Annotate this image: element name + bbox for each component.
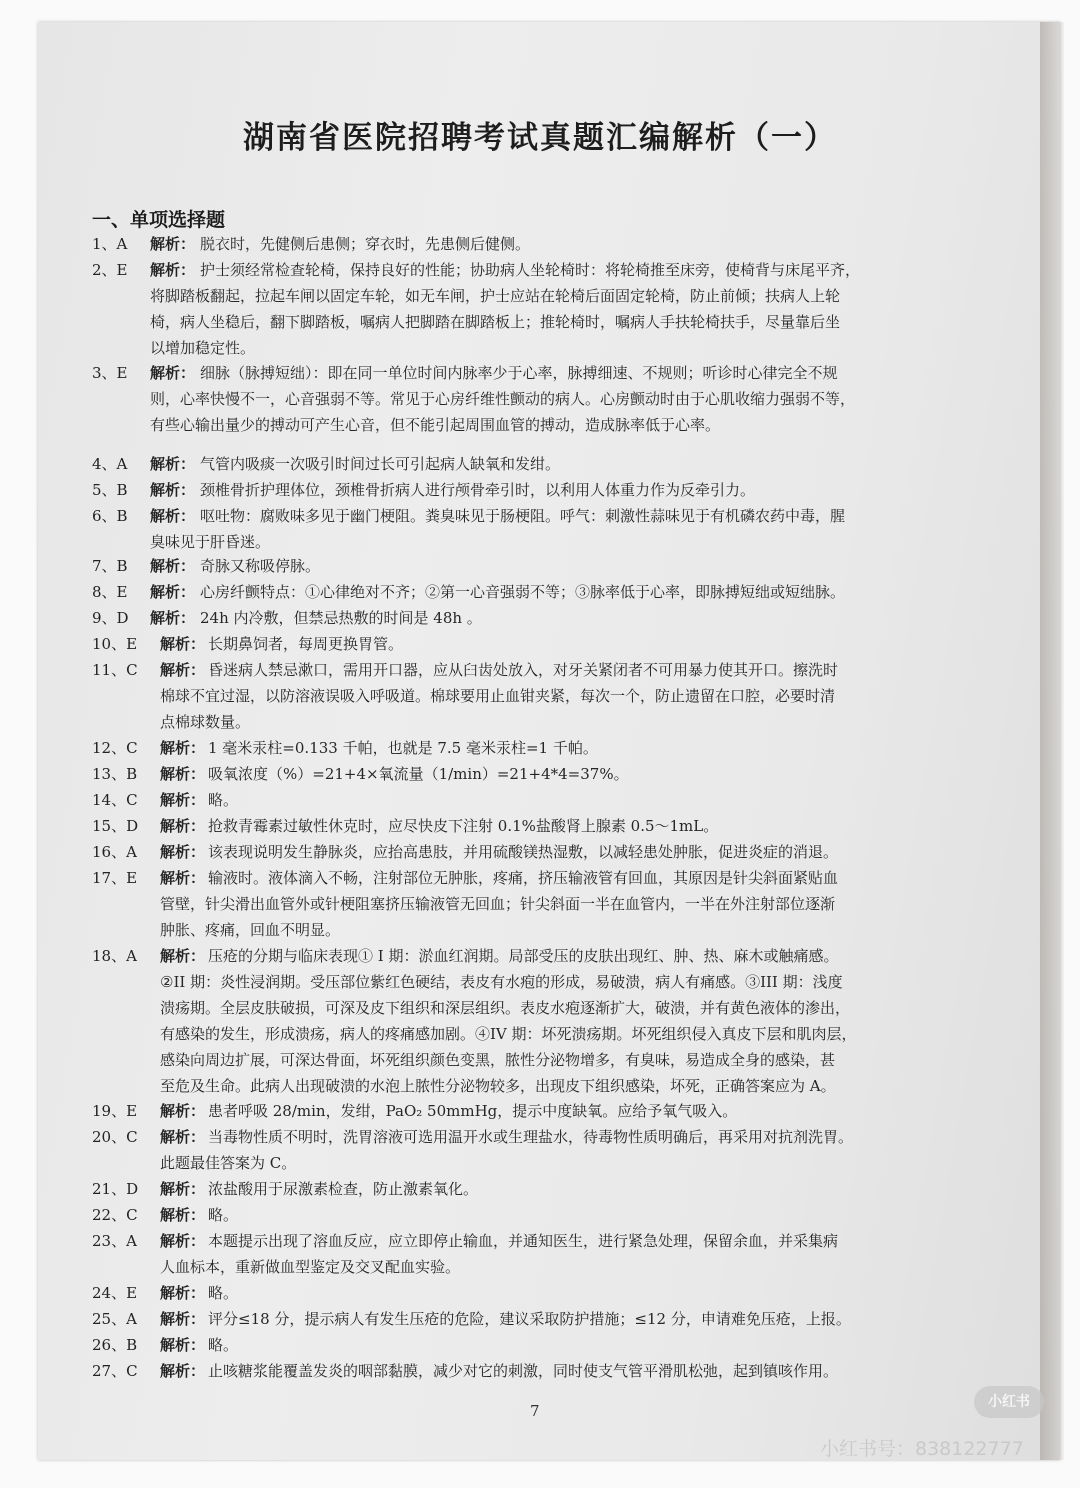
analysis-text <box>200 579 980 605</box>
analysis-text <box>200 477 980 503</box>
analysis-line: 感染向周边扩展，可深达骨面，坏死组织颜色变黑，脓性分泌物增多，有臭味，易造成全身的感染，甚 <box>160 1051 836 1069</box>
question-number: 7、B <box>92 557 128 575</box>
analysis-line: 昏迷病人禁忌漱口，需用开口器，应从臼齿处放入，对牙关紧闭者不可用暴力使其开口。擦洗时 <box>208 661 839 679</box>
analysis-line: 略。 <box>208 1284 239 1302</box>
answer-item <box>0 761 1080 783</box>
analysis-line: 棉球不宜过湿，以防溶液误吸入呼吸道。棉球要用止血钳夹紧，每次一个，防止遗留在口腔，必要时清 <box>160 687 836 705</box>
analysis-label: 解析： <box>160 1128 206 1146</box>
answer-item <box>0 503 1080 551</box>
analysis-line: 脱衣时，先健侧后患侧；穿衣时，先患侧后健侧。 <box>200 235 531 253</box>
analysis-label: 解析： <box>160 947 206 965</box>
analysis-label: 解析： <box>150 261 196 279</box>
analysis-line: 溃疡期。全层皮肤破损，可深及皮下组织和深层组织。表皮水疱逐渐扩大，破溃，并有黄色液体的渗出， <box>160 999 851 1017</box>
question-number: 4、A <box>92 455 128 473</box>
analysis-line: 椅，病人坐稳后，翻下脚踏板，嘱病人把脚踏在脚踏板上；推轮椅时，嘱病人手扶轮椅扶手，尽量靠后坐 <box>150 313 841 331</box>
question-number: 27、C <box>92 1362 138 1380</box>
analysis-label: 解析： <box>160 1284 206 1302</box>
answer-item <box>0 839 1080 861</box>
analysis-text <box>208 1280 978 1306</box>
answer-item <box>0 787 1080 809</box>
page-title: 湖南省医院招聘考试真题汇编解析（一） <box>243 120 837 156</box>
analysis-label: 解析： <box>160 661 206 679</box>
analysis-label: 解析： <box>160 765 206 783</box>
analysis-line: 颈椎骨折护理体位，颈椎骨折病人进行颅骨牵引时，以利用人体重力作为反牵引力。 <box>200 481 756 499</box>
question-number: 16、A <box>92 843 137 861</box>
analysis-line: 将脚踏板翻起，拉起车闸以固定车轮，如无车闸，护士应站在轮椅后面固定轮椅，防止前倾；扶病人上轮 <box>150 287 841 305</box>
answer-item <box>0 1280 1080 1302</box>
page-number: 7 <box>530 1402 540 1420</box>
analysis-line: 至危及生命。此病人出现破溃的水泡上脓性分泌物较多，出现皮下组织感染，坏死，正确答案应为 A。 <box>160 1077 836 1095</box>
answer-item <box>0 1176 1080 1198</box>
page-edge-shadow <box>1040 22 1064 1460</box>
analysis-line: 点棉球数量。 <box>160 713 251 731</box>
question-number: 20、C <box>92 1128 138 1146</box>
analysis-label: 解析： <box>160 843 206 861</box>
answer-item <box>0 943 1080 1095</box>
analysis-line: 本题提示出现了溶血反应，应立即停止输血，并通知医生，进行紧急处理，保留余血，并采集病 <box>208 1232 839 1250</box>
answer-item <box>0 657 1080 731</box>
analysis-label: 解析： <box>160 1310 206 1328</box>
analysis-line: 有感染的发生，形成溃疡，病人的疼痛感加剧。④IV 期：坏死溃疡期。坏死组织侵入真皮下层和肌肉层， <box>160 1025 857 1043</box>
analysis-text <box>208 1332 978 1358</box>
question-number: 15、D <box>92 817 139 835</box>
analysis-label: 解析： <box>150 557 196 575</box>
answer-item <box>0 605 1080 627</box>
analysis-line: 评分≤18 分，提示病人有发生压疮的危险，建议采取防护措施；≤12 分，申请难免压疮，上报。 <box>208 1310 851 1328</box>
analysis-text <box>208 761 978 787</box>
analysis-line: 奇脉又称吸停脉。 <box>200 557 321 575</box>
analysis-text <box>208 631 978 657</box>
question-number: 22、C <box>92 1206 138 1224</box>
question-number: 12、C <box>92 739 138 757</box>
analysis-label: 解析： <box>150 364 196 382</box>
analysis-line: 24h 内冷敷，但禁忌热敷的时间是 48h 。 <box>200 609 482 627</box>
analysis-line: 细脉（脉搏短绌）：即在同一单位时间内脉率少于心率，脉搏细速、不规则；听诊时心律完全不规 <box>200 364 838 382</box>
analysis-line: 压疮的分期与临床表现① I 期：淤血红润期。局部受压的皮肤出现红、肿、热、麻木或触痛感。 <box>208 947 839 965</box>
analysis-label: 解析： <box>150 609 196 627</box>
analysis-line: 止咳糖浆能覆盖发炎的咽部黏膜，减少对它的刺激，同时使支气管平滑肌松弛，起到镇咳作用。 <box>208 1362 839 1380</box>
analysis-text <box>208 1098 978 1124</box>
answer-item <box>0 257 1080 357</box>
analysis-line: 浓盐酸用于尿激素检查，防止激素氧化。 <box>208 1180 479 1198</box>
analysis-text <box>208 1306 978 1332</box>
analysis-line: 以增加稳定性。 <box>150 339 256 357</box>
analysis-label: 解析： <box>150 507 196 525</box>
analysis-label: 解析： <box>160 739 206 757</box>
analysis-label: 解析： <box>160 1232 206 1250</box>
analysis-text <box>208 1176 978 1202</box>
question-number: 11、C <box>92 661 138 679</box>
analysis-text <box>208 1202 978 1228</box>
answer-item <box>0 553 1080 575</box>
answer-item <box>0 813 1080 835</box>
analysis-label: 解析： <box>160 1362 206 1380</box>
question-number: 13、B <box>92 765 138 783</box>
question-number: 5、B <box>92 481 128 499</box>
analysis-line: ②II 期：炎性浸润期。受压部位紫红色硬结，表皮有水疱的形成，易破溃，病人有痛感。③III 期：浅度 <box>160 973 843 991</box>
question-number: 6、B <box>92 507 128 525</box>
analysis-line: 心房纤颤特点：①心律绝对不齐；②第一心音强弱不等；③脉率低于心率，即脉搏短绌或短绌脉。 <box>200 583 846 601</box>
answer-item <box>0 579 1080 601</box>
answer-item <box>0 865 1080 939</box>
analysis-text <box>200 451 980 477</box>
answer-item <box>0 1228 1080 1276</box>
answer-item <box>0 1202 1080 1224</box>
analysis-line: 则，心率快慢不一，心音强弱不等。常见于心房纤维性颤动的病人。心房颤动时由于心肌收缩力强弱不等， <box>150 390 856 408</box>
analysis-label: 解析： <box>150 481 196 499</box>
analysis-text <box>208 787 978 813</box>
analysis-line: 抢救青霉素过敏性休克时，应尽快皮下注射 0.1%盐酸肾上腺素 0.5～1mL。 <box>208 817 719 835</box>
analysis-line: 患者呼吸 28/min，发绀，PaO₂ 50mmHg，提示中度缺氧。应给予氧气吸入。 <box>208 1102 738 1120</box>
answer-item <box>0 477 1080 499</box>
analysis-label: 解析： <box>160 817 206 835</box>
analysis-label: 解析： <box>160 791 206 809</box>
analysis-line: 输液时。液体滴入不畅，注射部位无肿胀，疼痛，挤压输液管有回血，其原因是针尖斜面紧贴血 <box>208 869 839 887</box>
question-number: 21、D <box>92 1180 139 1198</box>
analysis-line: 略。 <box>208 1206 239 1224</box>
analysis-label: 解析： <box>160 635 206 653</box>
analysis-text <box>200 553 980 579</box>
question-number: 25、A <box>92 1310 137 1328</box>
answer-item <box>0 1332 1080 1354</box>
analysis-text <box>208 813 978 839</box>
answer-item <box>0 231 1080 253</box>
question-number: 9、D <box>92 609 129 627</box>
question-number: 10、E <box>92 635 138 653</box>
analysis-label: 解析： <box>160 1206 206 1224</box>
analysis-line: 有些心输出量少的搏动可产生心音，但不能引起周围血管的搏动，造成脉率低于心率。 <box>150 416 721 434</box>
analysis-line: 呕吐物：腐败味多见于幽门梗阻。粪臭味见于肠梗阻。呼气：刺激性蒜味见于有机磷农药中毒，腥 <box>200 507 846 525</box>
question-number: 24、E <box>92 1284 138 1302</box>
analysis-line: 气管内吸痰一次吸引时间过长可引起病人缺氧和发绀。 <box>200 455 561 473</box>
analysis-line: 该表现说明发生静脉炎，应抬高患肢，并用硫酸镁热湿敷，以减轻患处肿胀，促进炎症的消退。 <box>208 843 839 861</box>
answer-item <box>0 1306 1080 1328</box>
analysis-label: 解析： <box>150 235 196 253</box>
question-number: 3、E <box>92 364 128 382</box>
analysis-line: 1 毫米汞柱=0.133 千帕，也就是 7.5 毫米汞柱=1 千帕。 <box>208 739 598 757</box>
analysis-line: 长期鼻饲者，每周更换胃管。 <box>208 635 404 653</box>
analysis-label: 解析： <box>160 1336 206 1354</box>
analysis-text <box>208 1358 978 1384</box>
question-number: 14、C <box>92 791 138 809</box>
analysis-line: 肿胀、疼痛，回血不明显。 <box>160 921 341 939</box>
analysis-line: 略。 <box>208 791 239 809</box>
analysis-line: 人血标本，重新做血型鉴定及交叉配血实验。 <box>160 1258 461 1276</box>
question-number: 8、E <box>92 583 128 601</box>
answer-item <box>0 1124 1080 1172</box>
analysis-text <box>200 605 980 631</box>
analysis-label: 解析： <box>160 1180 206 1198</box>
analysis-label: 解析： <box>160 869 206 887</box>
analysis-line: 略。 <box>208 1336 239 1354</box>
answer-item <box>0 1358 1080 1380</box>
analysis-line: 此题最佳答案为 C。 <box>160 1154 297 1172</box>
section-heading: 一、单项选择题 <box>92 209 226 231</box>
question-number: 19、E <box>92 1102 138 1120</box>
answer-item <box>0 1098 1080 1120</box>
analysis-label: 解析： <box>150 583 196 601</box>
question-number: 2、E <box>92 261 128 279</box>
watermark-id: 小红书号：838122777 <box>820 1438 1024 1460</box>
question-number: 17、E <box>92 869 138 887</box>
answer-item <box>0 451 1080 473</box>
xiaohongshu-badge: 小红书 <box>974 1386 1044 1418</box>
question-number: 18、A <box>92 947 137 965</box>
analysis-line: 吸氧浓度（%）=21+4×氧流量（1/min）=21+4*4=37%。 <box>208 765 629 783</box>
question-number: 1、A <box>92 235 128 253</box>
analysis-label: 解析： <box>160 1102 206 1120</box>
analysis-text <box>208 735 978 761</box>
answer-item <box>0 735 1080 757</box>
answer-item <box>0 631 1080 653</box>
analysis-line: 臭味见于肝昏迷。 <box>150 533 271 551</box>
analysis-line: 当毒物性质不明时，洗胃溶液可选用温开水或生理盐水，待毒物性质明确后，再采用对抗剂洗胃。 <box>208 1128 854 1146</box>
question-number: 23、A <box>92 1232 137 1250</box>
answer-item <box>0 360 1080 434</box>
analysis-text <box>208 839 978 865</box>
question-number: 26、B <box>92 1336 138 1354</box>
analysis-text <box>200 231 980 257</box>
analysis-line: 管壁，针尖滑出血管外或针梗阻塞挤压输液管无回血；针尖斜面一半在血管内，一半在外注射部位逐渐 <box>160 895 836 913</box>
analysis-label: 解析： <box>150 455 196 473</box>
analysis-line: 护士须经常检查轮椅，保持良好的性能；协助病人坐轮椅时：将轮椅推至床旁，使椅背与床尾平齐， <box>200 261 861 279</box>
